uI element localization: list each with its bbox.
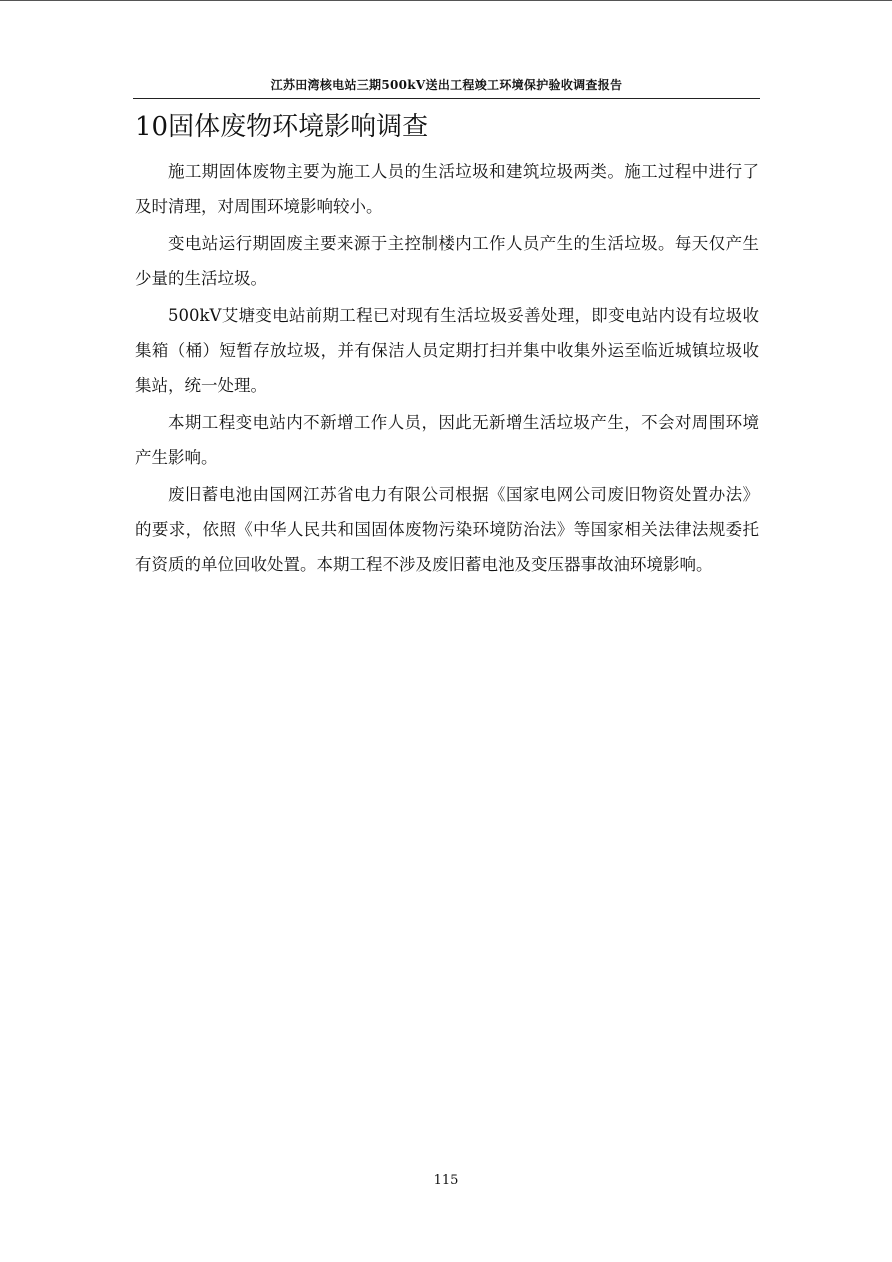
page-top-border (0, 0, 892, 1)
paragraph-no-new-staff: 本期工程变电站内不新增工作人员，因此无新增生活垃圾产生，不会对周围环境产生影响。 (135, 413, 759, 467)
paragraph-battery-disposal: 废旧蓄电池由国网江苏省电力有限公司根据《国家电网公司废旧物资处置办法》的要求，依照《中华人民共和国固体废物污染环境防治法》等国家相关法律法规委托有资质的单位回收处置。本期工程不涉及废旧蓄电池及变压器事故油环境影响。 (135, 485, 759, 574)
page-number: 115 (433, 1173, 459, 1188)
paragraph-existing-treatment: 500kV艾塘变电站前期工程已对现有生活垃圾妥善处理，即变电站内设有垃圾收集箱（桶）短暂存放垃圾，并有保洁人员定期打扫并集中收集外运至临近城镇垃圾收集站，统一处理。 (135, 306, 759, 395)
section-title: 10固体废物环境影响调查 (135, 112, 429, 142)
paragraph-operation-waste: 变电站运行期固废主要来源于主控制楼内工作人员产生的生活垃圾。每天仅产生少量的生活垃圾。 (135, 234, 759, 288)
header-divider (133, 98, 760, 99)
paragraph-construction-waste: 施工期固体废物主要为施工人员的生活垃圾和建筑垃圾两类。施工过程中进行了及时清理，对周围环境影响较小。 (135, 162, 759, 216)
body-text (135, 154, 759, 584)
running-header: 江苏田湾核电站三期500kV送出工程竣工环境保护验收调查报告 (270, 78, 623, 92)
